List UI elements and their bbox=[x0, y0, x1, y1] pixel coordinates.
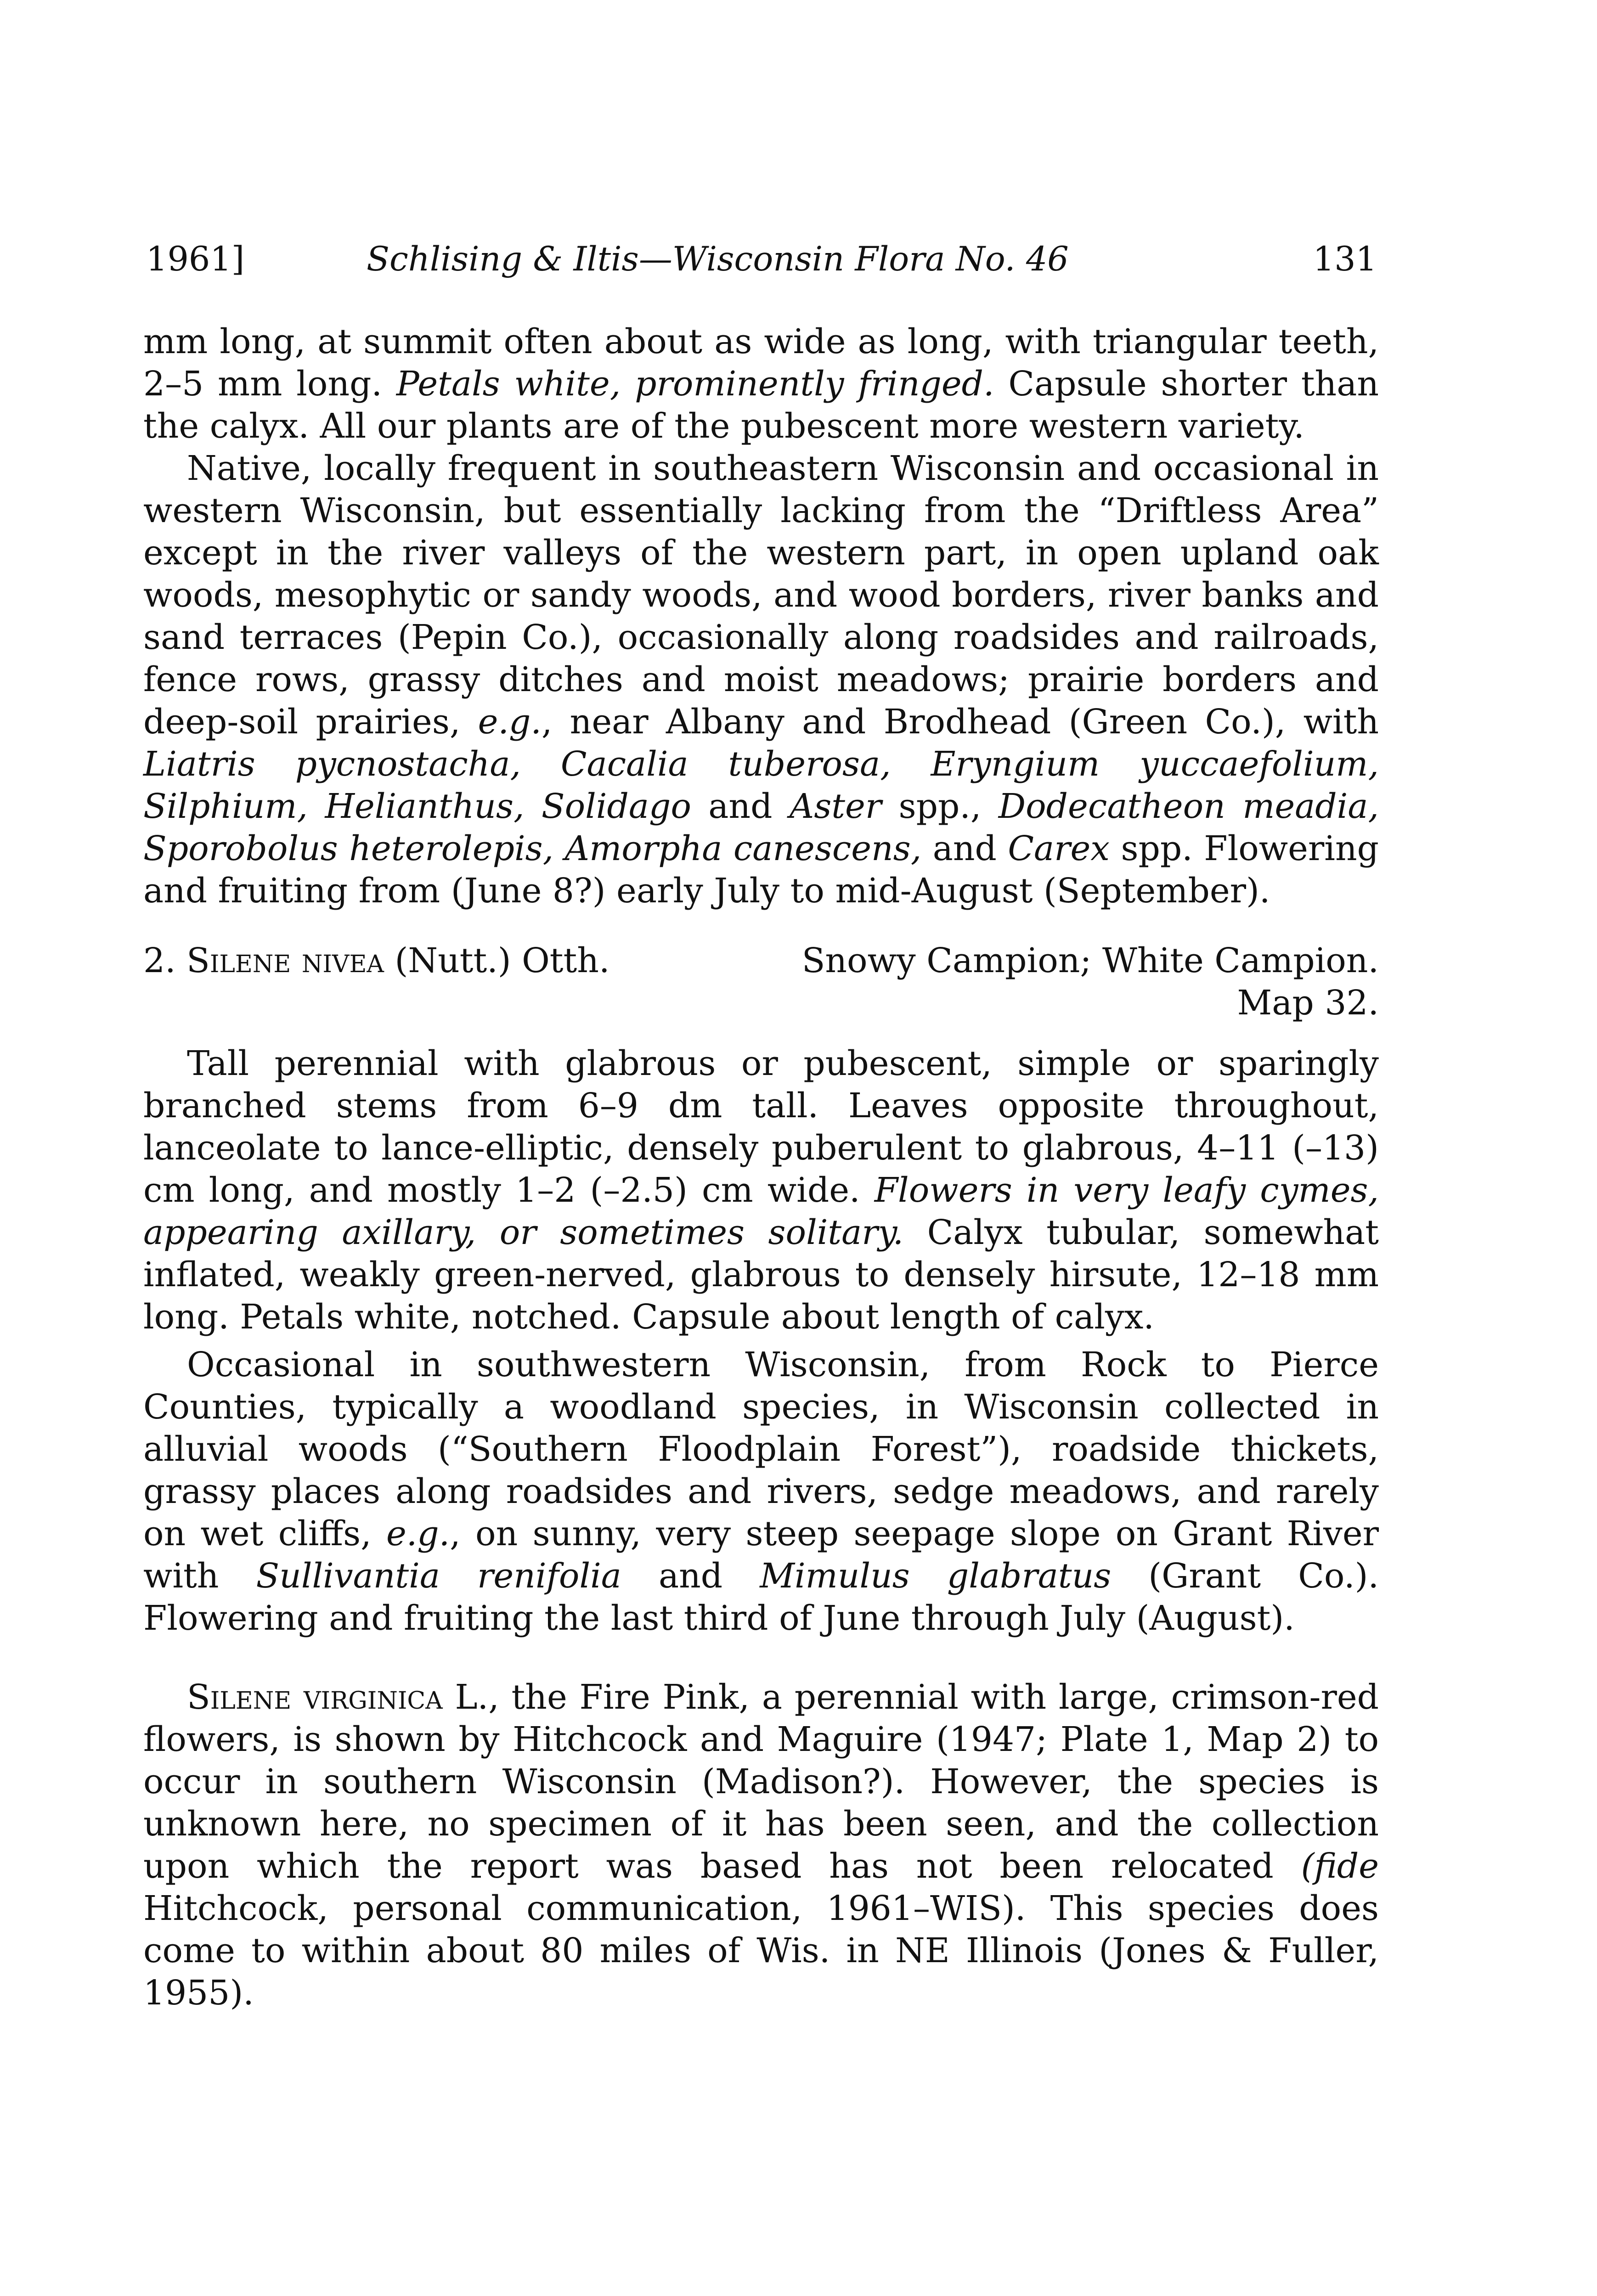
species-name: Liatris pycnostacha, Cacalia tuberosa, Eryngium yuccaefolium, Silphium, Helianthus, Solidago bbox=[143, 744, 1379, 826]
text-span: (Grant Co.). Flowering and fruiting the last third of June through July (August). bbox=[143, 1556, 1379, 1638]
species-map-reference: Map 32. bbox=[1237, 983, 1379, 1023]
italic-span: Flowers in very leafy cymes, appearing axillary, or sometimes solitary. bbox=[143, 1171, 1379, 1252]
paragraph-habitat-1 bbox=[143, 447, 1379, 912]
text-span: , near Albany and Brodhead (Green Co.), with bbox=[541, 702, 1379, 742]
text-span: spp., bbox=[881, 787, 999, 826]
header-page-number: 131 bbox=[1313, 240, 1377, 279]
header-running-title: Schlising & Iltis—Wisconsin Flora No. 46 bbox=[367, 240, 1069, 279]
species-name: Aster bbox=[789, 787, 882, 826]
text-span: and bbox=[691, 787, 790, 826]
species-heading bbox=[143, 940, 1379, 1024]
species-authority: (Nutt.) Otth. bbox=[384, 941, 610, 980]
species-name: Mimulus glabratus bbox=[760, 1556, 1112, 1596]
paragraph-silene-virginica bbox=[143, 1676, 1379, 2014]
text-span: Occasional in southwestern Wisconsin, from Rock to Pierce Counties, typically a woodland species, in Wisconsin collected in alluvial woods (“Southern Floodplain Forest”), roadside thickets, grassy places along roadsides and rivers, sedge meadows, and rarely on wet cliffs, bbox=[143, 1345, 1379, 1553]
paragraph-intro bbox=[143, 321, 1379, 447]
species-heading-left bbox=[143, 940, 609, 982]
species-common-name: Snowy Campion; White Campion. bbox=[801, 941, 1379, 980]
text-span: and bbox=[921, 829, 1008, 868]
text-span: spp. Flowering and fruiting from (June 8?) early July to mid-August (September). bbox=[143, 829, 1379, 911]
species-name: Dodecatheon meadia, Sporobolus heterolepis, Amorpha canescens, bbox=[143, 787, 1379, 868]
text-span: Tall perennial with glabrous or pubescent, simple or sparingly branched stems from 6–9 dm tall. Leaves opposite throughout, lanceolate to lance-elliptic, densely puberulent to glabrous, 4–11 (–13) cm long, and mostly 1–2 (–2.5) cm wide. bbox=[143, 1044, 1379, 1210]
species-name-heading: Silene virginica bbox=[187, 1677, 443, 1717]
running-header bbox=[146, 236, 1377, 282]
species-number: 2. bbox=[143, 941, 187, 980]
species-name-heading: Silene nivea bbox=[186, 941, 384, 980]
italic-span: e.g. bbox=[386, 1514, 450, 1553]
species-heading-line bbox=[143, 940, 1379, 982]
text-span: Hitchcock, personal communication, 1961–WIS). This species does come to within about 80 miles of Wis. in NE Illinois (Jones & Fuller, 1955). bbox=[143, 1889, 1379, 2013]
text-span: mm long, at summit often about as wide as long, with triangular teeth, 2–5 mm long. bbox=[143, 322, 1379, 404]
italic-span: e.g. bbox=[478, 702, 542, 742]
text-span: L., the Fire Pink, a perennial with large, crimson-red flowers, is shown by Hitchcock and Maguire (1947; Plate 1, Map 2) to occur in southern Wisconsin (Madison?). However, the species is unknown here, no specimen of it has been seen, and the collection upon which the report was based has not been relocated bbox=[143, 1677, 1379, 1886]
article-body bbox=[143, 321, 1379, 2014]
text-span: Calyx tubular, somewhat inflated, weakly green-nerved, glabrous to densely hirsute, 12–18 mm long. Petals white, notched. Capsule about length of calyx. bbox=[143, 1213, 1379, 1337]
italic-span: Petals white, prominently fringed. bbox=[396, 364, 994, 404]
species-name: Carex bbox=[1008, 829, 1110, 868]
text-span: and bbox=[621, 1556, 760, 1596]
text-span: , on sunny, very steep seepage slope on Grant River with bbox=[143, 1514, 1379, 1596]
species-name: Sullivantia renifolia bbox=[256, 1556, 621, 1596]
text-span: Capsule shorter than the calyx. All our plants are of the pubescent more western variety. bbox=[143, 364, 1379, 446]
paragraph-habitat-2 bbox=[143, 1344, 1379, 1639]
paragraph-description-2 bbox=[143, 1042, 1379, 1338]
text-span: Native, locally frequent in southeastern Wisconsin and occasional in western Wisconsin, but essentially lacking from the “Driftless Area” except in the river valleys of the western part, in open upland oak woods, mesophytic or sandy woods, and wood borders, river banks and sand terraces (Pepin Co.), occasionally along roadsides and railroads, fence rows, grassy ditches and moist meadows; prairie borders and deep-soil prairies, bbox=[143, 449, 1379, 742]
italic-span: (fide bbox=[1301, 1846, 1379, 1886]
header-year: 1961] bbox=[146, 240, 245, 279]
